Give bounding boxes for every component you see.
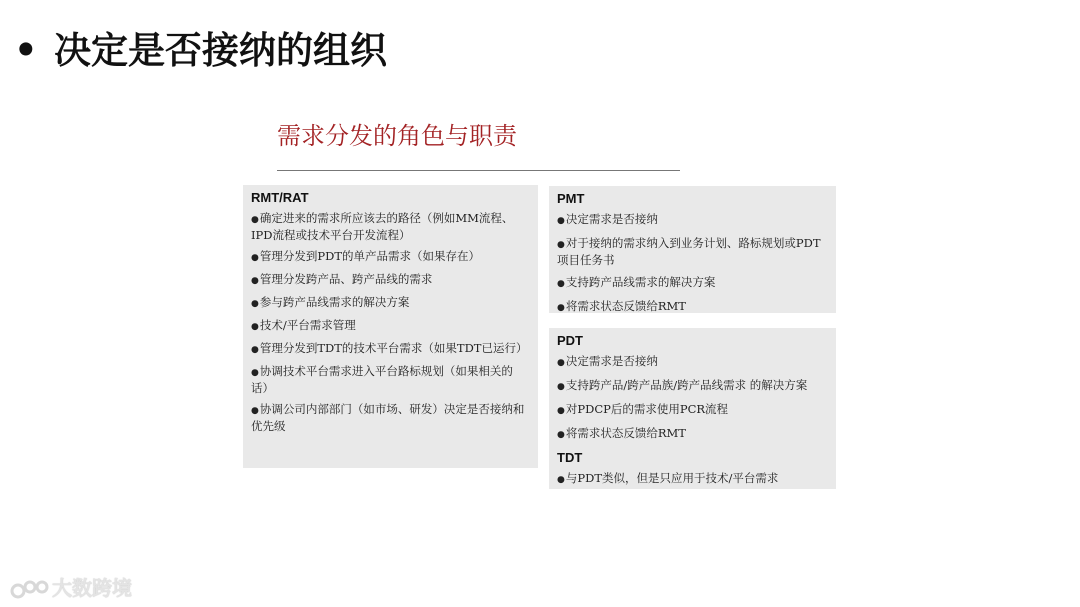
list-item: ● 对于接纳的需求纳入到业务计划、路标规划或PDT项目任务书 xyxy=(557,236,828,268)
list-item: ● 支持跨产品/跨产品族/跨产品线需求 的解决方案 xyxy=(557,378,828,395)
slide-title-text: 决定是否接纳的组织 xyxy=(54,29,387,72)
rmt-rat-heading: RMT/RAT xyxy=(251,190,309,205)
pdt-list xyxy=(557,354,828,443)
list-item: ● 参与跨产品线需求的解决方案 xyxy=(251,295,530,312)
list-item: ● 管理分发到TDT的技术平台需求（如果TDT已运行） xyxy=(251,341,530,358)
list-item: ● 将需求状态反馈给RMT xyxy=(557,299,828,316)
slide-title xyxy=(14,20,387,74)
list-item: ● 技术/平台需求管理 xyxy=(251,318,530,335)
list-item: ● 协调公司内部部门（如市场、研发）决定是否接纳和优先级 xyxy=(251,402,530,434)
pmt-heading: PMT xyxy=(557,191,585,206)
bullet-icon: • xyxy=(14,29,38,72)
list-item: ● 决定需求是否接纳 xyxy=(557,212,828,229)
pmt-panel xyxy=(549,186,836,313)
rmt-rat-list xyxy=(251,211,530,434)
list-item: ● 管理分发跨产品、跨产品线的需求 xyxy=(251,272,530,289)
list-item: ● 支持跨产品线需求的解决方案 xyxy=(557,275,828,292)
logo-icon xyxy=(10,578,52,602)
list-item: ● 将需求状态反馈给RMT xyxy=(557,426,828,443)
list-item: ● 与PDT类似，但是只应用于技术/平台需求 xyxy=(557,471,828,488)
figure-title: 需求分发的角色与职责 xyxy=(277,122,517,150)
watermark-text: 大数跨境 xyxy=(52,576,132,600)
list-item: ● 确定进来的需求所应该去的路径（例如MM流程、IPD流程或技术平台开发流程） xyxy=(251,211,530,243)
watermark xyxy=(10,572,132,602)
list-item: ● 协调技术平台需求进入平台路标规划（如果相关的话） xyxy=(251,364,530,396)
figure-title-divider xyxy=(277,170,680,171)
pdt-panel xyxy=(549,328,836,489)
pdt-heading: PDT xyxy=(557,333,583,348)
tdt-list xyxy=(557,471,828,488)
list-item: ● 管理分发到PDT的单产品需求（如果存在） xyxy=(251,249,530,266)
list-item: ● 决定需求是否接纳 xyxy=(557,354,828,371)
rmt-rat-panel xyxy=(243,185,538,468)
pmt-list xyxy=(557,212,828,316)
tdt-heading: TDT xyxy=(557,450,583,465)
list-item: ● 对PDCP后的需求使用PCR流程 xyxy=(557,402,828,419)
